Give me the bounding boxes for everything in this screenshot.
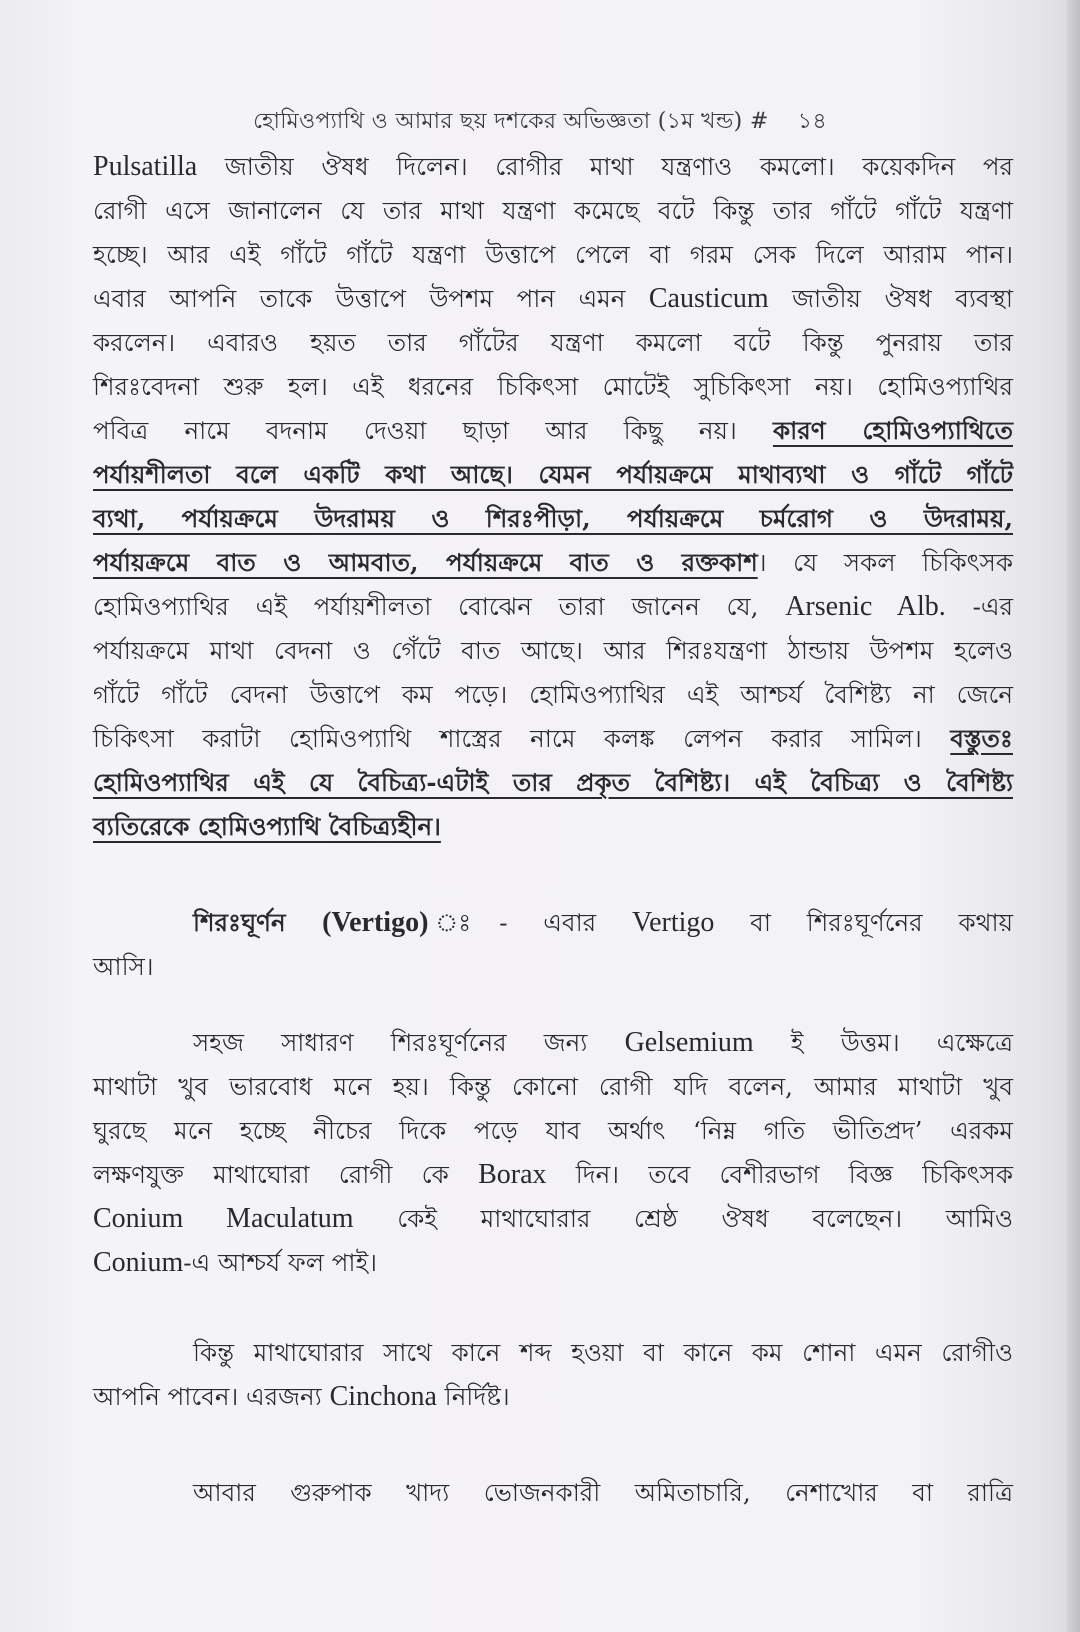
emphasized-text: পর্যায়ক্রমে বাত ও আমবাত, পর্যায়ক্রমে বাত ও রক্তকাশ — [93, 548, 758, 577]
text-segment: ই উত্তম। এক্ষেত্রে — [753, 1028, 1013, 1057]
text-line — [93, 678, 1013, 712]
text-segment: মাথাটা খুব ভারবোধ মনে হয়। কিন্তু কোনো রোগী যদি বলেন, আমার মাথাটা খুব — [93, 1072, 1013, 1101]
text-segment: রোগী এসে জানালেন যে তার মাথা যন্ত্রণা কমেছে বটে কিন্তু তার গাঁটে গাঁটে যন্ত্রণা — [93, 196, 1013, 225]
text-line — [93, 634, 1013, 668]
text-line — [193, 1336, 1013, 1370]
text-line — [93, 722, 1013, 756]
remedy-name: Conium — [93, 1247, 184, 1278]
text-segment: -এর — [945, 592, 1014, 621]
text-segment: চিকিৎসা করাটা হোমিওপ্যাথি শাস্ত্রের নামে কলঙ্ক লেপন করার সামিল। — [93, 724, 951, 753]
text-line — [193, 1476, 1013, 1510]
running-title: হোমিওপ্যাথি ও আমার ছয় দশকের অভিজ্ঞতা (১ম খন্ড) # — [253, 109, 769, 134]
remedy-name: (Vertigo) — [322, 907, 429, 938]
text-line — [93, 1114, 1013, 1148]
text-segment: পবিত্র নামে বদনাম দেওয়া ছাড়া আর কিছু নয়। — [93, 416, 773, 445]
emphasized-text: কারণ হোমিওপ্যাথিতে — [772, 416, 1013, 445]
text-segment: এবার আপনি তাকে উত্তাপে উপশম পান এমন — [93, 284, 649, 313]
remedy-name: Conium Maculatum — [93, 1203, 354, 1234]
emphasized-text: বস্তুতঃ — [950, 724, 1013, 753]
emphasized-text: পর্যায়শীলতা বলে একটি কথা আছে। যেমন পর্যায়ক্রমে মাথাব্যথা ও গাঁটে গাঁটে — [93, 460, 1013, 489]
text-line — [93, 458, 1013, 492]
text-segment: হচ্ছে। আর এই গাঁটে গাঁটে যন্ত্রণা উত্তাপে পেলে বা গরম সেক দিলে আরাম পান। — [93, 240, 1013, 269]
text-segment: শিরঃবেদনা শুরু হল। এই ধরনের চিকিৎসা মোটেই সুচিকিৎসা নয়। হোমিওপ্যাথির — [93, 372, 1013, 401]
text-segment: ঃ- এবার — [428, 908, 632, 937]
text-line — [93, 1380, 1013, 1414]
text-line — [93, 590, 1013, 624]
text-segment: লক্ষণযুক্ত মাথাঘোরা রোগী কে — [93, 1160, 479, 1189]
remedy-name: Arsenic Alb. — [785, 591, 946, 622]
emphasized-text: ব্যতিরেকে হোমিওপ্যাথি বৈচিত্র্যহীন। — [93, 812, 441, 841]
text-line — [93, 810, 1013, 844]
remedy-name: Pulsatilla — [93, 151, 198, 182]
page-edge-shadow — [1066, 0, 1080, 1632]
text-segment: পর্যায়ক্রমে মাথা বেদনা ও গেঁটে বাত আছে। আর শিরঃযন্ত্রণা ঠান্ডায় উপশম হলেও — [93, 636, 1013, 665]
text-line — [93, 1158, 1013, 1192]
text-segment: দিন। তবে বেশীরভাগ বিজ্ঞ চিকিৎসক — [546, 1160, 1014, 1189]
text-line — [93, 1246, 1013, 1280]
text-segment: কেই মাথাঘোরার শ্রেষ্ঠ ঔষধ বলেছেন। আমিও — [353, 1204, 1013, 1233]
text-line — [93, 238, 1013, 272]
remedy-name: Vertigo — [631, 907, 715, 938]
text-segment: । যে সকল চিকিৎসক — [757, 548, 1014, 577]
text-segment: কিন্তু মাথাঘোরার সাথে কানে শব্দ হওয়া বা কানে কম শোনা এমন রোগীও — [193, 1338, 1013, 1367]
text-segment: জাতীয় ঔষধ দিলেন। রোগীর মাথা যন্ত্রণাও কমলো। কয়েকদিন পর — [197, 152, 1013, 181]
text-line — [93, 502, 1013, 536]
text-line — [93, 370, 1013, 404]
text-segment: ঘুরছে মনে হচ্ছে নীচের দিকে পড়ে যাব অর্থাৎ ‘নিম্ন গতি ভীতিপ্রদ’ এরকম — [93, 1116, 1013, 1145]
remedy-name: Gelsemium — [624, 1027, 754, 1058]
text-segment: শিরঃঘূর্ণন — [193, 908, 323, 937]
text-line — [93, 1070, 1013, 1104]
text-line — [93, 194, 1013, 228]
text-segment: -এ আশ্চর্য ফল পাই। — [183, 1248, 378, 1277]
text-line — [93, 414, 1013, 448]
text-line — [93, 546, 1013, 580]
text-segment: আসি। — [93, 952, 154, 981]
text-line — [93, 766, 1013, 800]
text-segment: জাতীয় ঔষধ ব্যবস্থা — [768, 284, 1013, 313]
remedy-name: Cinchona — [329, 1381, 437, 1412]
text-line — [93, 282, 1013, 316]
page-number: ১৪ — [797, 109, 827, 134]
text-segment: করলেন। এবারও হয়ত তার গাঁটের যন্ত্রণা কমলো বটে কিন্তু পুনরায় তার — [93, 328, 1013, 357]
emphasized-text: ব্যথা, পর্যায়ক্রমে উদরাময় ও শিরঃপীড়া, পর্যায়ক্রমে চর্মরোগ ও উদরাময়, — [93, 504, 1013, 533]
text-segment: হোমিওপ্যাথির এই পর্যায়শীলতা বোঝেন তারা জানেন যে, — [93, 592, 786, 621]
text-segment: আপনি পাবেন। এরজন্য — [93, 1382, 330, 1411]
text-line — [193, 1026, 1013, 1060]
text-segment: নির্দিষ্ট। — [436, 1382, 510, 1411]
running-header — [0, 104, 1080, 141]
text-segment: সহজ সাধারণ শিরঃঘূর্ণনের জন্য — [193, 1028, 625, 1057]
text-segment: বা শিরঃঘূর্ণনের কথায় — [714, 908, 1013, 937]
text-line — [93, 326, 1013, 360]
text-line — [193, 906, 1013, 940]
text-line — [93, 150, 1013, 184]
emphasized-text: হোমিওপ্যাথির এই যে বৈচিত্র্য-এটাই তার প্রকৃত বৈশিষ্ট্য। এই বৈচিত্র্য ও বৈশিষ্ট্য — [93, 768, 1013, 797]
text-line — [93, 950, 1013, 984]
text-segment: গাঁটে গাঁটে বেদনা উত্তাপে কম পড়ে। হোমিওপ্যাথির এই আশ্চর্য বৈশিষ্ট্য না জেনে — [93, 680, 1013, 709]
text-line — [93, 1202, 1013, 1236]
remedy-name: Causticum — [648, 283, 769, 314]
remedy-name: Borax — [478, 1159, 547, 1190]
text-segment: আবার গুরুপাক খাদ্য ভোজনকারী অমিতাচারি, নেশাখোর বা রাত্রি — [193, 1478, 1013, 1507]
